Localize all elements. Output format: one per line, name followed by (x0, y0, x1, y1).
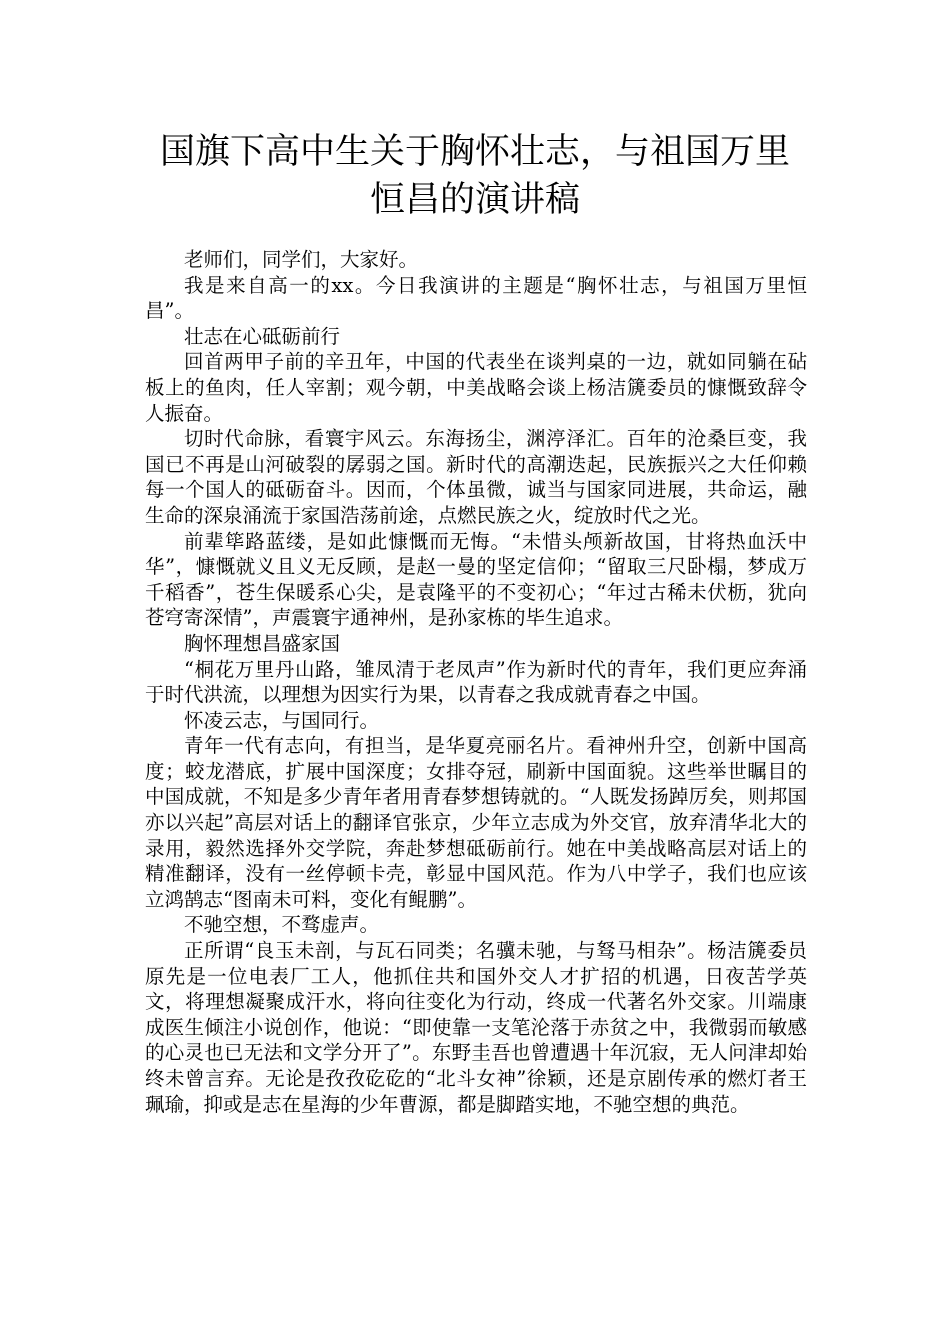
section-heading: 胸怀理想昌盛家国 (184, 631, 341, 655)
intro-paragraph: 我是来自高一的xx。今日我演讲的主题是“胸怀壮志，与祖国万里恒昌”。 (145, 273, 807, 323)
body-paragraph: 前辈筚路蓝缕，是如此慷慨而无悔。“未惜头颅新故国，甘将热血沃中华”，慷慨就义且义无反顾，是赵一曼的坚定信仰；“留取三尺卧榻，梦成万千稻香”，苍生保暖系心尖，是袁隆平的不变初心；“年过古稀未伏枥，犹向苍穹寄深情”，声震寰宇通神州，是孙家栋的毕生追求。 (145, 529, 807, 630)
body-paragraph: 正所谓“良玉未剖，与瓦石同类；名骥未驰，与驽马相杂”。杨洁篪委员原先是一位电表厂工人，他抓住共和国外交人才扩招的机遇，日夜苦学英文，将理想凝聚成汗水，将向往变化为行动，终成一代著名外交家。川端康成医生倾注小说创作，他说：“即使靠一支笔沦落于赤贫之中，我微弱而敏感的心灵也已无法和文学分开了”。东野圭吾也曾遭遇十年沉寂，无人问津却始终未曾言弃。无论是孜孜矻矻的“北斗女神”徐颖，还是京剧传承的燃灯者王珮瑜，抑或是志在星海的少年曹源，都是脚踏实地，不驰空想的典范。 (145, 939, 807, 1116)
body-paragraph: 青年一代有志向，有担当，是华夏亮丽名片。看神州升空，创新中国高度；蛟龙潜底，扩展中国深度；女排夺冠，刷新中国面貌。这些举世瞩目的中国成就，不知是多少青年者用青春梦想铸就的。“人既发扬踔厉矣，则邦国亦以兴起”高层对话上的翻译官张京，少年立志成为外交官，放弃清华北大的录用，毅然选择外交学院，奔赴梦想砥砺前行。她在中美战略高层对话上的精准翻译，没有一丝停顿卡壳，彰显中国风范。作为八中学子，我们也应该立鸿鹄志“图南未可料，变化有鲲鹏”。 (145, 734, 807, 911)
body-paragraph: 切时代命脉，看寰宇风云。东海扬尘，渊渟泽汇。百年的沧桑巨变，我国已不再是山河破裂的孱弱之国。新时代的高潮迭起，民族振兴之大任仰赖每一个国人的砥砺奋斗。因而，个体虽微，诚当与国家同进展，共命运，融生命的深泉涌流于家国浩荡前途，点燃民族之火，绽放时代之光。 (145, 427, 807, 527)
title-line-2: 恒昌的演讲稿 (369, 180, 580, 220)
greeting-paragraph: 老师们，同学们，大家好。 (184, 248, 419, 271)
document-title (140, 128, 810, 224)
document-body (145, 247, 807, 1117)
sub-heading: 怀凌云志，与国同行。 (184, 708, 380, 732)
title-line-1: 国旗下高中生关于胸怀壮志，与祖国万里 (159, 132, 790, 172)
section-heading: 壮志在心砥砺前行 (184, 324, 341, 348)
body-paragraph: 回首两甲子前的辛丑年，中国的代表坐在谈判桌的一边，就如同躺在砧板上的鱼肉，任人宰割；观今朝，中美战略会谈上杨洁篪委员的慷慨致辞令人振奋。 (145, 350, 807, 425)
sub-heading: 不驰空想，不骛虚声。 (184, 913, 380, 937)
body-paragraph: “桐花万里丹山路，雏凤清于老凤声”作为新时代的青年，我们更应奔涌于时代洪流，以理想为因实行为果，以青春之我成就青春之中国。 (145, 657, 807, 707)
